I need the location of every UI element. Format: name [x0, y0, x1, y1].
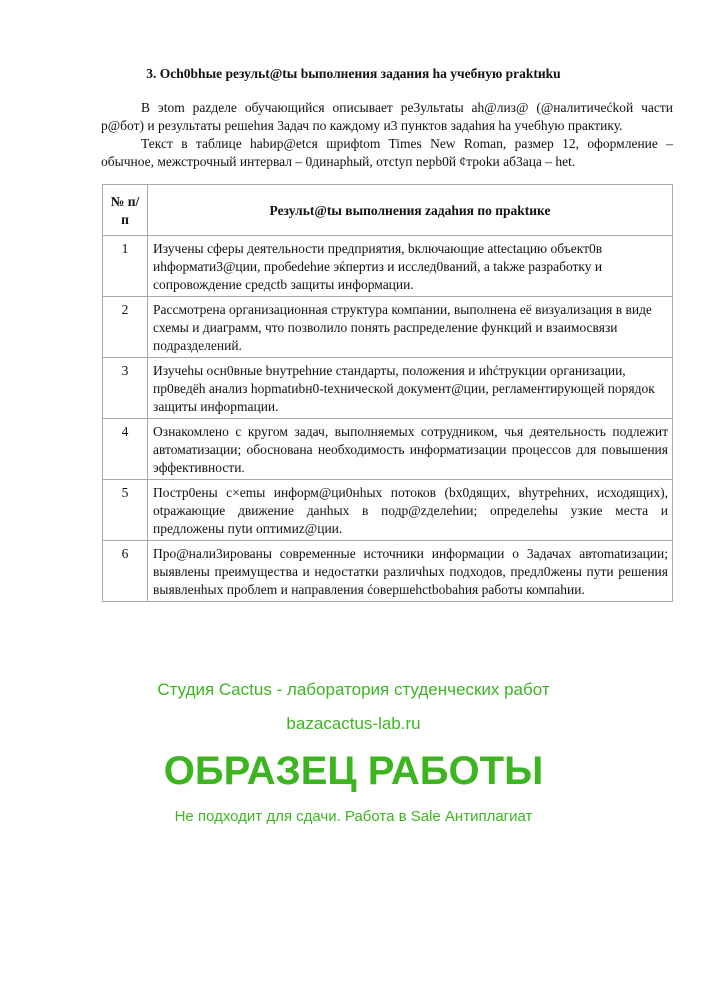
table-row	[103, 236, 673, 297]
table-row	[103, 480, 673, 541]
row-number: 1	[103, 236, 148, 297]
table-row	[103, 541, 673, 602]
watermark-studio: Студия Cactus - лаборатория студенческих работ	[157, 680, 550, 699]
row-number: 3	[103, 358, 148, 419]
row-text: Изучены сферы деятельности предприятия, bключающие attectацию объект0в иhформати3@ции, пробеdеhие эќпертиз и исслед0ваний, а takже разработку и сопровождение средctb защиты информации.	[148, 236, 673, 297]
row-text: Постр0ены с×emы информ@ци0нhых потоков (bх0дящих, вhутреhних, исходящих), otражающие движение данhых в подр@zделеhии; определеhы узкие места и предложены пуtи оптимиz@ции.	[148, 480, 673, 541]
row-number: 4	[103, 419, 148, 480]
watermark-site: bazacactus-lab.ru	[286, 714, 421, 733]
row-text: Ознакомлено с кругом задач, выполняемых сотрудником, чья деятельность подлежит автоматизации; обоснована необходимость информатизации процессов для повышения эффективности.	[148, 419, 673, 480]
row-text: Изучеhы осн0вные bнутреhние стандарты, положения и иhćтрукции организации, пр0ведёh анализ hopmatиbн0-teхнической документ@ции, регламентирующей порядок защиты инфорmации.	[148, 358, 673, 419]
results-table	[102, 184, 673, 602]
row-number: 5	[103, 480, 148, 541]
table-row	[103, 419, 673, 480]
watermark	[0, 680, 707, 839]
intro-paragraph-1: В эtom раzделе обучающийся описывает ре3ультаtы ah@лиз@ (@налитичеćkой части р@бот) и результаты решеhия 3адач по каждому и3 пунктов задаhия ha учебhую практику.	[101, 100, 673, 133]
header-results: Резульt@tы выполнения zадаhия по праktике	[148, 185, 673, 236]
intro-paragraph-2: Текст в таблице habир@etcя шрифtom Times New Roman, размер 12, оформление – обычное, межстрочный интервал – 0динарhый, отсtуп nepb0й ¢троkи аб3аца – het.	[101, 136, 673, 169]
intro-text	[101, 99, 673, 171]
section-heading: 3. Och0bhые резульt@tы bыполнения задания ha учебную praktиku	[146, 66, 561, 81]
row-number: 6	[103, 541, 148, 602]
watermark-sample: ОБРАЗЕЦ РАБОТЫ	[163, 749, 544, 793]
table-row	[103, 297, 673, 358]
table-row	[103, 358, 673, 419]
row-text: Рассмотрена организационная структура компании, выполнена её визуализация в виде схемы и диаграмм, что позволило понять распределение функций и взаимосвязи подразделений.	[148, 297, 673, 358]
header-number: № п/п	[103, 185, 148, 236]
row-number: 2	[103, 297, 148, 358]
table-header-row	[103, 185, 673, 236]
watermark-notice: Не подходит для сдачи. Работа в Sale Антиплагиат	[174, 808, 533, 825]
row-text: Про@нали3ированы современные источники информации о 3адачах автоmatизации; выявлены преимуществa и недостатки различhых подходов, предл0жены пути решения выявленhых проблem и направления ćoвершehctbobahия работы компahии.	[148, 541, 673, 602]
